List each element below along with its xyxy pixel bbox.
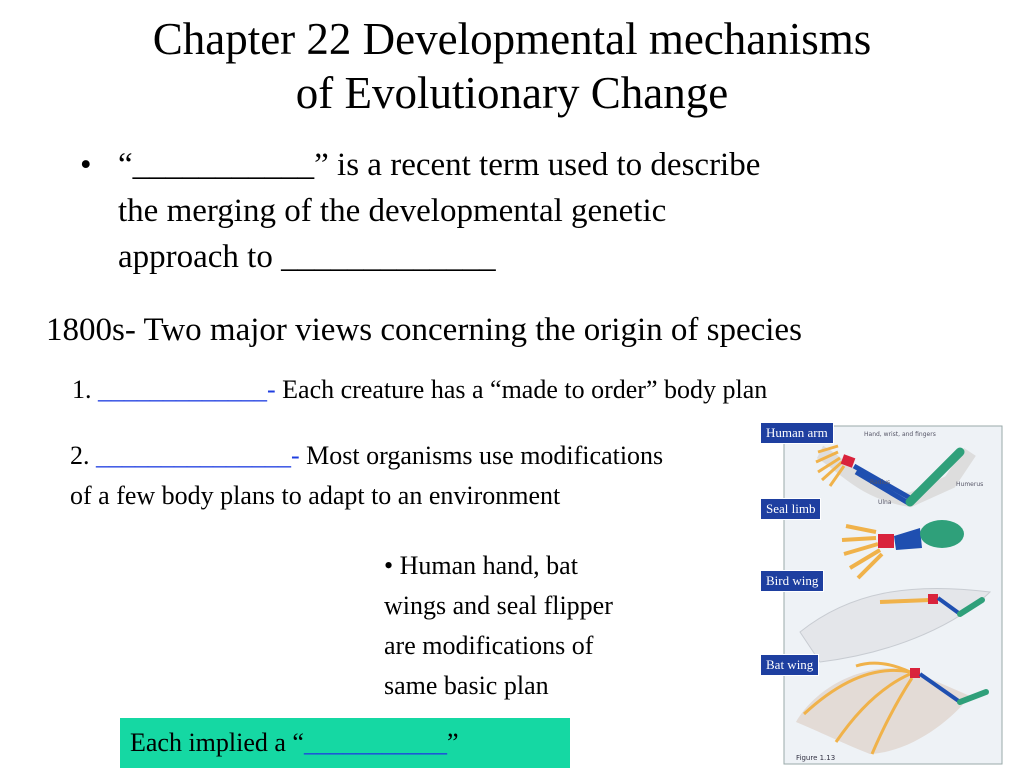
slide-title [0,12,1024,120]
homology-line-4: same basic plan [384,671,549,700]
title-line-2: of Evolutionary Change [295,68,729,118]
item-1-text: Each creature has a “made to order” body plan [275,375,768,404]
label-bat-wing: Bat wing [760,654,819,676]
bullet-line-1: “___________” is a recent term used to describe [118,147,761,183]
item-1-blank: _____________- [98,375,276,404]
implied-prefix: Each implied a “ [130,728,304,757]
bullet-marker: • [80,147,92,183]
view-item-1 [72,370,767,410]
implied-blank: ___________ [303,728,447,757]
homology-line-3: are modifications of [384,631,594,660]
limbs-illustration [760,422,1006,768]
implied-suffix: ” [446,728,459,757]
item-2-text: Most organisms use modifications of a few body plans to adapt to an environment [70,441,664,510]
homology-note [384,546,714,706]
item-2-number: 2. [70,441,96,470]
item-2-blank: _______________- [96,441,300,470]
title-line-1: Chapter 22 Developmental mechanisms [152,14,872,64]
homology-line-2: wings and seal flipper [384,591,613,620]
label-seal-limb: Seal limb [760,498,821,520]
bullet-line-2: the merging of the developmental genetic [118,193,667,229]
item-1-number: 1. [72,375,98,404]
homology-line-1: • Human hand, bat [384,551,578,580]
views-heading: 1800s- Two major views concerning the origin of species [46,312,802,348]
bone-label-humerus: Humerus [956,481,984,488]
homologous-limbs-figure [760,422,1006,768]
bullet-line-3: approach to _____________ [118,239,496,275]
label-human-arm: Human arm [760,422,834,444]
label-bird-wing: Bird wing [760,570,824,592]
view-item-2 [70,436,690,516]
implied-box [120,718,570,768]
bone-label-radius: Radius [870,479,891,486]
figure-caption: Figure 1.13 [796,754,836,762]
bone-label-hand: Hand, wrist, and fingers [864,431,936,438]
bone-label-ulna: Ulna [878,499,892,506]
